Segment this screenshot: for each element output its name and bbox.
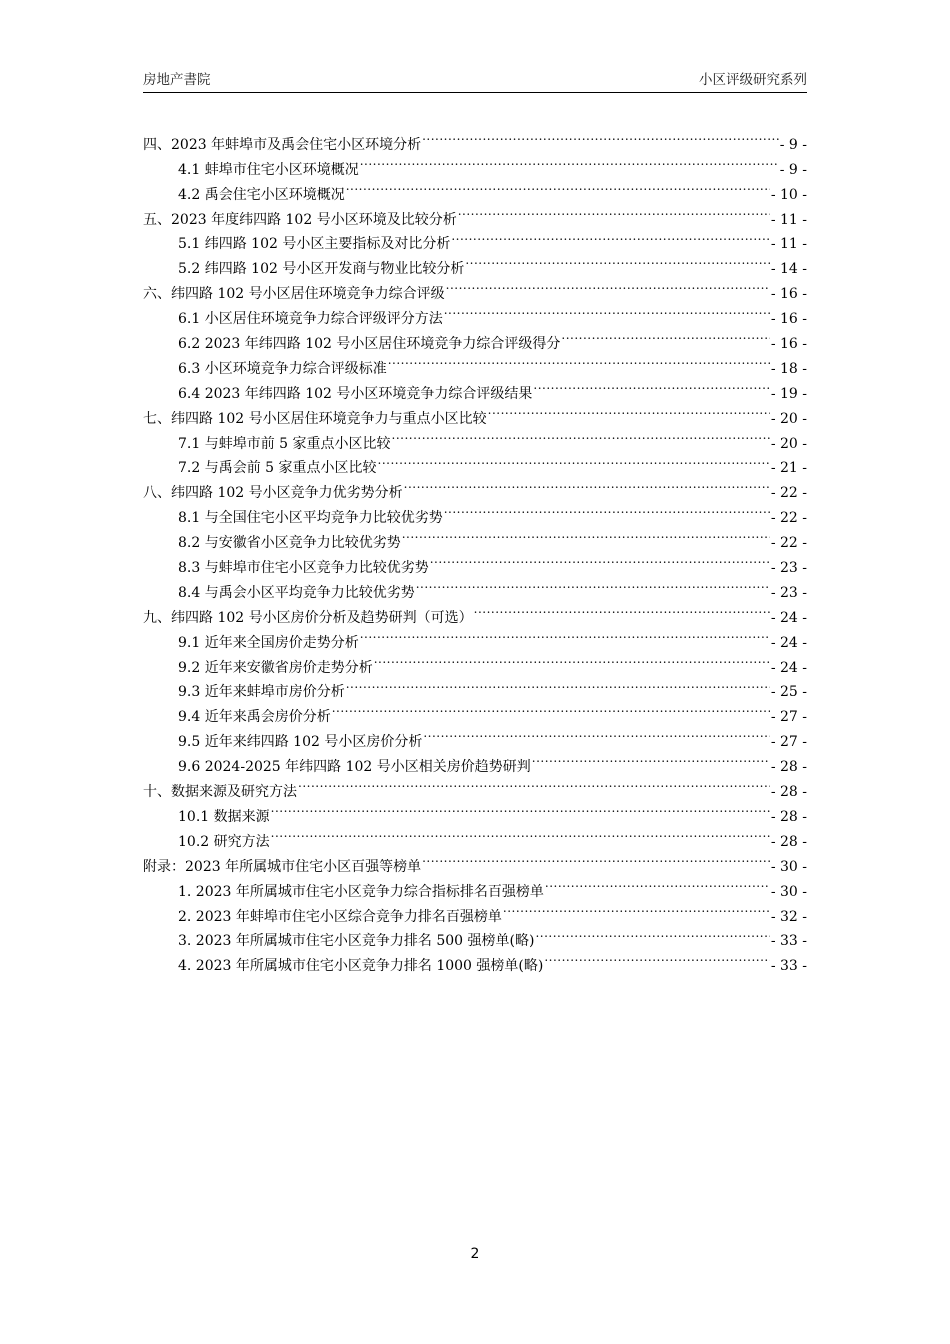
toc-entry-page: - 24 - [770, 634, 807, 651]
toc-dot-leader [458, 199, 770, 224]
toc-dot-leader [388, 348, 770, 373]
toc-entry-page: - 32 - [770, 908, 807, 925]
toc-entry-page: - 25 - [770, 684, 807, 701]
page-number: 2 [470, 1246, 480, 1262]
toc-dot-leader [545, 871, 770, 896]
header-series-title: 小区评级研究系列 [699, 72, 807, 88]
toc-entry-title: 6.3 小区环境竞争力综合评级标准 [178, 360, 387, 377]
toc-entry-page: - 24 - [770, 609, 807, 626]
toc-entry-title: 2. 2023 年蚌埠市住宅小区综合竞争力排名百强榜单 [178, 908, 502, 925]
toc-entry-title: 六、纬四路 102 号小区居住环境竞争力综合评级 [143, 286, 445, 303]
toc-dot-leader [392, 423, 770, 448]
toc-entry-title: 九、纬四路 102 号小区房价分析及趋势研判（可选） [143, 609, 473, 626]
toc-entry-page: - 30 - [770, 883, 807, 900]
toc-dot-leader [360, 149, 779, 174]
toc-dot-leader [346, 672, 770, 697]
toc-entry-title: 9.4 近年来禹会房价分析 [178, 709, 331, 726]
toc-dot-leader [535, 921, 769, 946]
toc-dot-leader [423, 721, 769, 746]
toc-dot-leader [332, 696, 770, 721]
toc-entry-page: - 28 - [770, 759, 807, 776]
table-of-contents [143, 124, 807, 975]
toc-entry-title: 8.1 与全国住宅小区平均竞争力比较优劣势 [178, 510, 443, 527]
toc-entry-page: - 9 - [779, 161, 807, 178]
toc-entry-title: 1. 2023 年所属城市住宅小区竞争力综合指标排名百强榜单 [178, 883, 544, 900]
toc-entry-title: 10.1 数据来源 [178, 808, 270, 825]
toc-dot-leader [544, 945, 769, 970]
toc-dot-leader [271, 821, 770, 846]
toc-entry-page: - 24 - [770, 659, 807, 676]
toc-entry-title: 七、纬四路 102 号小区居住环境竞争力与重点小区比较 [143, 410, 487, 427]
toc-entry-page: - 11 - [770, 236, 807, 253]
toc-entry-page: - 20 - [770, 435, 807, 452]
toc-entry-page: - 28 - [770, 784, 807, 801]
toc-entry-title: 附录：2023 年所属城市住宅小区百强等榜单 [143, 858, 422, 875]
toc-dot-leader [488, 398, 770, 423]
toc-entry-page: - 18 - [770, 360, 807, 377]
toc-entry-title: 8.3 与蚌埠市住宅小区竞争力比较优劣势 [178, 560, 429, 577]
toc-dot-leader [446, 273, 770, 298]
toc-dot-leader [430, 547, 770, 572]
toc-dot-leader [404, 472, 770, 497]
toc-entry-page: - 20 - [770, 410, 807, 427]
toc-entry-page: - 21 - [770, 460, 807, 477]
toc-entry-page: - 27 - [770, 734, 807, 751]
toc-dot-leader [532, 746, 770, 771]
toc-entry-title: 9.1 近年来全国房价走势分析 [178, 634, 359, 651]
toc-entry-page: - 22 - [770, 510, 807, 527]
toc-entry-page: - 14 - [770, 261, 807, 278]
toc-dot-leader [271, 796, 770, 821]
toc-entry-title: 十、数据来源及研究方法 [143, 784, 297, 801]
toc-dot-leader [503, 896, 770, 921]
toc-entry-title: 7.2 与禹会前 5 家重点小区比较 [178, 460, 377, 477]
toc-entry-page: - 16 - [770, 336, 807, 353]
toc-entry-title: 6.4 2023 年纬四路 102 号小区环境竞争力综合评级结果 [178, 385, 533, 402]
toc-entry-title: 9.6 2024-2025 年纬四路 102 号小区相关房价趋势研判 [178, 759, 531, 776]
toc-dot-leader [533, 373, 769, 398]
toc-entry-title: 四、2023 年蚌埠市及禹会住宅小区环境分析 [143, 136, 422, 153]
toc-entry-title: 9.5 近年来纬四路 102 号小区房价分析 [178, 734, 423, 751]
toc-entry-page: - 27 - [770, 709, 807, 726]
toc-entry-title: 4.1 蚌埠市住宅小区环境概况 [178, 161, 359, 178]
toc-chapter-entry[interactable] [143, 124, 807, 153]
toc-dot-leader [474, 597, 770, 622]
toc-entry-title: 9.3 近年来蚌埠市房价分析 [178, 684, 345, 701]
toc-entry-title: 6.1 小区居住环境竞争力综合评级评分方法 [178, 311, 443, 328]
toc-dot-leader [444, 298, 770, 323]
toc-entry-title: 7.1 与蚌埠市前 5 家重点小区比较 [178, 435, 391, 452]
toc-dot-leader [374, 647, 770, 672]
toc-entry-title: 3. 2023 年所属城市住宅小区竞争力排名 500 强榜单(略) [178, 933, 535, 950]
toc-entry-page: - 19 - [770, 385, 807, 402]
toc-entry-title: 5.1 纬四路 102 号小区主要指标及对比分析 [178, 236, 451, 253]
toc-dot-leader [378, 448, 770, 473]
toc-entry-title: 5.2 纬四路 102 号小区开发商与物业比较分析 [178, 261, 465, 278]
toc-dot-leader [465, 248, 769, 273]
toc-dot-leader [561, 323, 769, 348]
toc-entry-page: - 22 - [770, 485, 807, 502]
toc-dot-leader [451, 224, 769, 249]
toc-dot-leader [422, 124, 779, 149]
toc-entry-title: 8.2 与安徽省小区竞争力比较优劣势 [178, 535, 401, 552]
header-publisher: 房地产書院 [143, 72, 211, 88]
toc-entry-page: - 22 - [770, 535, 807, 552]
toc-entry-page: - 23 - [770, 560, 807, 577]
toc-dot-leader [402, 522, 770, 547]
toc-entry-title: 10.2 研究方法 [178, 833, 270, 850]
toc-entry-page: - 10 - [770, 186, 807, 203]
toc-entry-title: 6.2 2023 年纬四路 102 号小区居住环境竞争力综合评级得分 [178, 336, 561, 353]
toc-dot-leader [444, 497, 770, 522]
toc-entry-page: - 30 - [770, 858, 807, 875]
toc-entry-page: - 33 - [770, 933, 807, 950]
toc-entry-page: - 33 - [770, 958, 807, 975]
toc-entry-title: 4.2 禹会住宅小区环境概况 [178, 186, 345, 203]
toc-entry-title: 8.4 与禹会小区平均竞争力比较优劣势 [178, 584, 415, 601]
toc-entry-page: - 9 - [779, 136, 807, 153]
toc-entry-page: - 23 - [770, 584, 807, 601]
page-header [143, 66, 807, 93]
toc-entry-page: - 16 - [770, 286, 807, 303]
toc-entry-page: - 28 - [770, 808, 807, 825]
toc-dot-leader [360, 622, 770, 647]
toc-entry-title: 9.2 近年来安徽省房价走势分析 [178, 659, 373, 676]
toc-dot-leader [298, 771, 770, 796]
toc-dot-leader [416, 572, 770, 597]
toc-dot-leader [422, 846, 770, 871]
toc-entry-title: 4. 2023 年所属城市住宅小区竞争力排名 1000 强榜单(略) [178, 958, 544, 975]
toc-entry-page: - 11 - [770, 211, 807, 228]
toc-entry-page: - 16 - [770, 311, 807, 328]
toc-entry-page: - 28 - [770, 833, 807, 850]
toc-entry-title: 八、纬四路 102 号小区竞争力优劣势分析 [143, 485, 403, 502]
toc-dot-leader [346, 174, 770, 199]
toc-entry-title: 五、2023 年度纬四路 102 号小区环境及比较分析 [143, 211, 457, 228]
